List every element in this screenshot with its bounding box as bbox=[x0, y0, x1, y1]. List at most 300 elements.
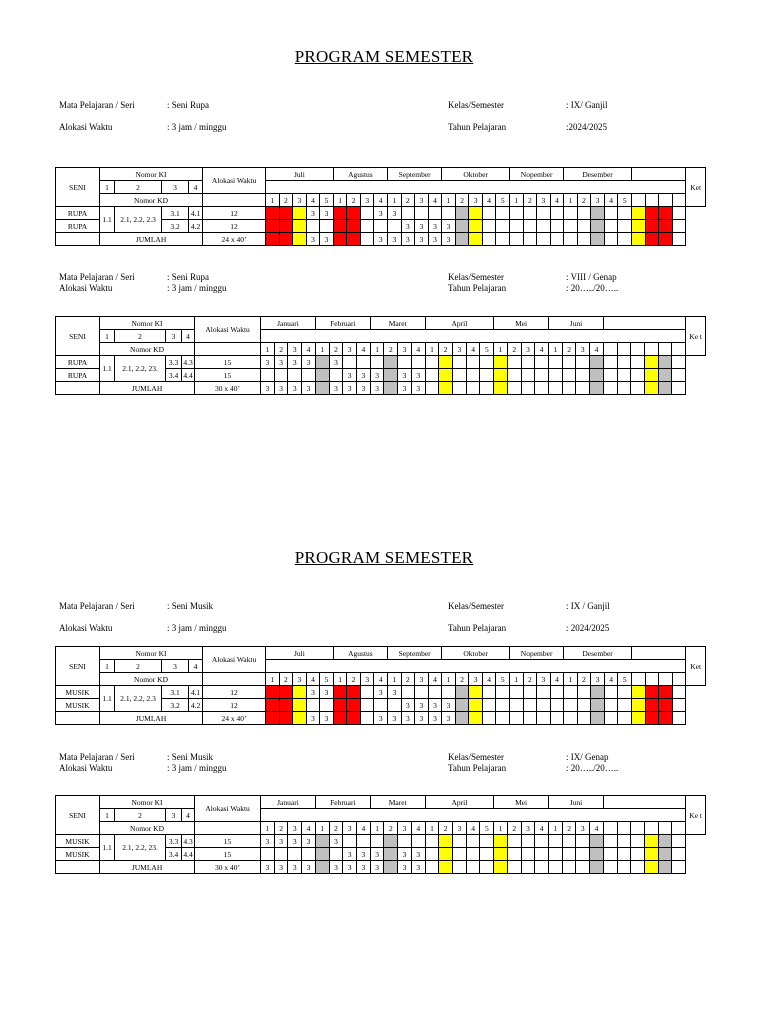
week-cell bbox=[535, 835, 549, 848]
week-number: 1 bbox=[388, 194, 402, 207]
week-number: 5 bbox=[496, 673, 510, 686]
week-cell bbox=[603, 861, 617, 874]
week-cell bbox=[550, 220, 564, 233]
ki-number: 2 bbox=[115, 330, 166, 343]
kd3-cell: 3.3 bbox=[166, 835, 182, 848]
week-number: 1 bbox=[370, 343, 384, 356]
week-cell bbox=[604, 233, 618, 246]
week-number: 4 bbox=[357, 343, 371, 356]
seni-cell: RUPA bbox=[56, 356, 100, 369]
total-alokasi: 30 x 40’ bbox=[195, 382, 261, 395]
total-blank bbox=[56, 382, 100, 395]
week-number: 5 bbox=[320, 194, 334, 207]
week-cell bbox=[288, 369, 302, 382]
total-alokasi: 30 x 40’ bbox=[195, 861, 261, 874]
week-number: 3 bbox=[537, 194, 551, 207]
week-cell bbox=[279, 233, 293, 246]
week-cell bbox=[388, 699, 402, 712]
total-label: JUMLAH bbox=[100, 861, 195, 874]
week-cell bbox=[507, 356, 521, 369]
total-blank bbox=[56, 712, 100, 725]
subject-label: Mata Pelajaran / Seri bbox=[59, 272, 135, 282]
week-cell bbox=[658, 356, 672, 369]
week-cell bbox=[279, 686, 293, 699]
week-cell bbox=[618, 220, 632, 233]
week-number: 4 bbox=[590, 343, 604, 356]
week-cell bbox=[279, 712, 293, 725]
week-cell bbox=[293, 686, 307, 699]
week-cell bbox=[576, 356, 590, 369]
week-cell: 3 bbox=[370, 382, 384, 395]
week-cell bbox=[370, 356, 384, 369]
week-cell bbox=[672, 861, 686, 874]
week-number bbox=[645, 194, 659, 207]
month-header: Februari bbox=[315, 317, 370, 330]
week-cell bbox=[360, 220, 374, 233]
week-cell bbox=[590, 861, 604, 874]
week-cell bbox=[645, 233, 659, 246]
week-cell bbox=[644, 382, 658, 395]
week-number: 2 bbox=[329, 822, 343, 835]
week-cell: 3 bbox=[388, 686, 402, 699]
month-header: Mei bbox=[494, 796, 549, 809]
month-header: September bbox=[388, 168, 442, 181]
week-cell: 3 bbox=[388, 207, 402, 220]
alokasi-cell: 15 bbox=[195, 835, 261, 848]
week-cell bbox=[590, 848, 604, 861]
class-semester-value: : IX / Ganjil bbox=[566, 601, 610, 611]
week-number: 3 bbox=[398, 822, 412, 835]
week-cell bbox=[315, 848, 329, 861]
week-number: 2 bbox=[384, 822, 398, 835]
week-cell bbox=[523, 220, 537, 233]
month-header: Juli bbox=[266, 168, 334, 181]
week-number: 4 bbox=[466, 822, 480, 835]
week-cell bbox=[591, 686, 605, 699]
month-header-spare bbox=[631, 647, 685, 660]
week-cell bbox=[576, 848, 590, 861]
week-number bbox=[658, 822, 672, 835]
week-cell bbox=[576, 369, 590, 382]
week-cell bbox=[347, 233, 361, 246]
class-semester-value: : IX/ Genap bbox=[566, 752, 609, 762]
week-cell bbox=[469, 220, 483, 233]
week-cell bbox=[347, 686, 361, 699]
kd3-cell: 3.1 bbox=[162, 207, 189, 220]
class-semester-value: : VIII / Genap bbox=[566, 272, 617, 282]
week-cell: 3 bbox=[320, 712, 334, 725]
week-cell bbox=[320, 220, 334, 233]
week-cell bbox=[618, 207, 632, 220]
week-cell bbox=[549, 382, 563, 395]
week-cell: 3 bbox=[415, 712, 429, 725]
week-cell: 3 bbox=[357, 861, 371, 874]
time-allocation-label: Alokasi Waktu bbox=[59, 122, 113, 132]
week-cell bbox=[659, 233, 673, 246]
week-cell bbox=[480, 848, 494, 861]
week-cell bbox=[549, 835, 563, 848]
kd4-cell: 4.4 bbox=[183, 849, 193, 859]
week-cell bbox=[333, 712, 347, 725]
week-cell bbox=[494, 848, 508, 861]
alokasi-cell: 12 bbox=[203, 220, 266, 233]
week-cell bbox=[658, 369, 672, 382]
school-year-value: : 20…../20….. bbox=[566, 763, 619, 773]
week-cell bbox=[590, 382, 604, 395]
week-cell bbox=[535, 382, 549, 395]
week-cell bbox=[521, 369, 535, 382]
kd2-cell: 2.1, 2.2, 2.3 bbox=[115, 686, 162, 712]
week-cell: 3 bbox=[415, 699, 429, 712]
month-header: Nopember bbox=[510, 168, 564, 181]
week-cell bbox=[618, 712, 632, 725]
week-cell bbox=[494, 382, 508, 395]
week-cell: 3 bbox=[288, 835, 302, 848]
week-cell bbox=[604, 699, 618, 712]
seni-header: SENI bbox=[56, 796, 100, 835]
week-cell bbox=[523, 699, 537, 712]
week-cell bbox=[591, 233, 605, 246]
week-cell bbox=[469, 699, 483, 712]
week-number: 3 bbox=[521, 343, 535, 356]
week-number: 1 bbox=[549, 822, 563, 835]
week-cell bbox=[672, 699, 686, 712]
week-number: 3 bbox=[343, 822, 357, 835]
week-cell bbox=[631, 369, 645, 382]
week-cell bbox=[564, 712, 578, 725]
month-header: April bbox=[425, 317, 494, 330]
alokasi-header: Alokasi Waktu bbox=[203, 168, 266, 194]
week-number bbox=[603, 343, 617, 356]
week-cell: 3 bbox=[428, 699, 442, 712]
week-cell bbox=[550, 207, 564, 220]
alokasi-cell: 15 bbox=[195, 369, 261, 382]
week-cell bbox=[425, 369, 439, 382]
week-cell bbox=[562, 369, 576, 382]
week-cell bbox=[644, 369, 658, 382]
week-number: 3 bbox=[591, 673, 605, 686]
week-cell bbox=[672, 356, 686, 369]
week-cell bbox=[333, 220, 347, 233]
week-number: 2 bbox=[523, 194, 537, 207]
week-number: 2 bbox=[562, 822, 576, 835]
week-cell bbox=[618, 233, 632, 246]
time-allocation-value: : 3 jam / minggu bbox=[167, 763, 227, 773]
week-number: 2 bbox=[401, 673, 415, 686]
week-cell bbox=[288, 848, 302, 861]
week-cell bbox=[455, 712, 469, 725]
week-cell bbox=[659, 699, 673, 712]
week-cell: 3 bbox=[398, 369, 412, 382]
month-header: September bbox=[388, 647, 442, 660]
week-cell: 3 bbox=[329, 356, 343, 369]
week-cell bbox=[333, 233, 347, 246]
week-cell bbox=[644, 848, 658, 861]
month-header: Juni bbox=[549, 317, 604, 330]
week-cell: 3 bbox=[411, 861, 425, 874]
schedule-table bbox=[55, 646, 706, 725]
week-cell: 3 bbox=[274, 861, 288, 874]
week-cell bbox=[507, 848, 521, 861]
week-cell bbox=[261, 369, 275, 382]
week-cell bbox=[576, 861, 590, 874]
ki-number: 3 bbox=[162, 660, 189, 673]
week-cell: 3 bbox=[274, 356, 288, 369]
week-cell: 3 bbox=[388, 233, 402, 246]
week-cell bbox=[537, 712, 551, 725]
week-cell bbox=[453, 369, 467, 382]
week-number: 4 bbox=[306, 194, 320, 207]
week-number: 1 bbox=[564, 673, 578, 686]
week-cell bbox=[659, 207, 673, 220]
month-header-spare bbox=[631, 168, 685, 181]
week-cell: 3 bbox=[343, 861, 357, 874]
ket-header: Ket bbox=[686, 168, 706, 207]
week-cell bbox=[266, 699, 280, 712]
kd4-cell: 4.1 bbox=[189, 686, 203, 699]
month-header: April bbox=[425, 796, 494, 809]
week-cell: 3 bbox=[302, 382, 316, 395]
total-label: JUMLAH bbox=[100, 712, 203, 725]
week-cell bbox=[603, 369, 617, 382]
total-blank bbox=[56, 861, 100, 874]
week-cell bbox=[442, 686, 456, 699]
week-cell bbox=[306, 220, 320, 233]
kd-header: Nomor KD bbox=[100, 343, 195, 356]
alokasi-blank bbox=[195, 343, 261, 356]
week-number: 3 bbox=[521, 822, 535, 835]
week-number: 4 bbox=[357, 822, 371, 835]
week-cell bbox=[398, 835, 412, 848]
week-cell bbox=[591, 220, 605, 233]
week-cell bbox=[315, 835, 329, 848]
week-cell: 3 bbox=[370, 369, 384, 382]
week-cell bbox=[631, 835, 645, 848]
week-number bbox=[672, 343, 686, 356]
week-cell: 3 bbox=[374, 207, 388, 220]
school-year-value: : 2024/2025 bbox=[566, 623, 610, 633]
month-header: Desember bbox=[564, 647, 632, 660]
week-number: 5 bbox=[480, 343, 494, 356]
alokasi-header: Alokasi Waktu bbox=[195, 317, 261, 343]
week-number: 1 bbox=[549, 343, 563, 356]
week-cell bbox=[617, 369, 631, 382]
month-header: Mei bbox=[494, 317, 549, 330]
week-number: 2 bbox=[274, 343, 288, 356]
week-cell bbox=[266, 686, 280, 699]
week-cell bbox=[428, 686, 442, 699]
class-semester-label: Kelas/Semester bbox=[448, 272, 504, 282]
week-number: 4 bbox=[466, 343, 480, 356]
week-cell bbox=[496, 699, 510, 712]
week-number bbox=[659, 673, 673, 686]
week-cell bbox=[617, 861, 631, 874]
week-cell bbox=[293, 233, 307, 246]
alokasi-blank bbox=[203, 673, 266, 686]
week-number: 5 bbox=[480, 822, 494, 835]
week-cell bbox=[617, 382, 631, 395]
week-cell: 3 bbox=[306, 233, 320, 246]
week-cell bbox=[659, 712, 673, 725]
alokasi-header: Alokasi Waktu bbox=[195, 796, 261, 822]
week-cell bbox=[274, 848, 288, 861]
week-cell bbox=[631, 712, 645, 725]
week-cell bbox=[374, 220, 388, 233]
week-cell: 3 bbox=[401, 712, 415, 725]
week-cell bbox=[549, 848, 563, 861]
week-number: 5 bbox=[618, 673, 632, 686]
week-cell bbox=[617, 835, 631, 848]
week-cell bbox=[357, 835, 371, 848]
week-cell bbox=[658, 835, 672, 848]
subject-value: : Seni Rupa bbox=[167, 100, 209, 110]
table-row bbox=[56, 207, 706, 220]
week-cell bbox=[496, 712, 510, 725]
week-cell bbox=[315, 861, 329, 874]
seni-cell: MUSIK bbox=[56, 686, 100, 699]
week-cell bbox=[384, 835, 398, 848]
week-cell bbox=[523, 233, 537, 246]
ket-header: Ket bbox=[686, 647, 706, 686]
week-cell: 3 bbox=[302, 356, 316, 369]
week-cell: 3 bbox=[329, 835, 343, 848]
week-cell: 3 bbox=[261, 382, 275, 395]
week-cell bbox=[455, 233, 469, 246]
week-cell bbox=[617, 848, 631, 861]
ki-number: 3 bbox=[166, 809, 182, 822]
week-cell: 3 bbox=[357, 848, 371, 861]
seni-cell: MUSIK bbox=[56, 835, 100, 848]
week-cell bbox=[480, 382, 494, 395]
week-number bbox=[631, 343, 645, 356]
kd4-cell: 4.4 bbox=[183, 370, 193, 380]
class-semester-value: : IX/ Ganjil bbox=[566, 100, 608, 110]
month-header: Juni bbox=[549, 796, 604, 809]
week-number: 1 bbox=[425, 822, 439, 835]
month-header: Juli bbox=[266, 647, 334, 660]
week-number: 3 bbox=[537, 673, 551, 686]
week-number: 2 bbox=[523, 673, 537, 686]
week-cell bbox=[425, 835, 439, 848]
ki-number: 3 bbox=[162, 181, 189, 194]
kd2-cell: 2.1, 2.2, 23. bbox=[115, 356, 166, 382]
week-cell bbox=[672, 712, 686, 725]
week-cell bbox=[564, 699, 578, 712]
week-cell bbox=[384, 356, 398, 369]
week-number: 1 bbox=[510, 194, 524, 207]
week-cell bbox=[562, 861, 576, 874]
week-number: 4 bbox=[302, 822, 316, 835]
week-cell bbox=[343, 835, 357, 848]
week-cell bbox=[266, 233, 280, 246]
alokasi-blank bbox=[203, 194, 266, 207]
school-year-value: : 20…../20….. bbox=[566, 283, 619, 293]
ki-header: Nomor KI bbox=[100, 796, 195, 809]
week-cell bbox=[631, 207, 645, 220]
month-header: Januari bbox=[261, 317, 316, 330]
week-number: 2 bbox=[329, 343, 343, 356]
time-allocation-label: Alokasi Waktu bbox=[59, 283, 113, 293]
week-cell bbox=[510, 699, 524, 712]
school-year-label: Tahun Pelajaran bbox=[448, 763, 507, 773]
subject-label: Mata Pelajaran / Seri bbox=[59, 601, 135, 611]
week-number: 3 bbox=[415, 673, 429, 686]
week-cell bbox=[604, 207, 618, 220]
week-cell bbox=[645, 220, 659, 233]
week-number: 3 bbox=[293, 194, 307, 207]
week-cell bbox=[274, 369, 288, 382]
week-number: 3 bbox=[576, 822, 590, 835]
page-title: PROGRAM SEMESTER bbox=[294, 548, 474, 567]
week-number: 1 bbox=[564, 194, 578, 207]
week-cell bbox=[564, 220, 578, 233]
week-cell bbox=[455, 220, 469, 233]
week-cell bbox=[549, 369, 563, 382]
week-number: 3 bbox=[293, 673, 307, 686]
week-cell bbox=[439, 369, 453, 382]
week-cell bbox=[523, 712, 537, 725]
week-number bbox=[658, 343, 672, 356]
week-cell bbox=[370, 835, 384, 848]
week-number: 2 bbox=[507, 343, 521, 356]
week-number: 2 bbox=[439, 343, 453, 356]
week-number: 2 bbox=[347, 194, 361, 207]
week-cell bbox=[535, 848, 549, 861]
week-cell bbox=[439, 356, 453, 369]
week-cell bbox=[455, 207, 469, 220]
week-cell: 3 bbox=[428, 712, 442, 725]
class-semester-label: Kelas/Semester bbox=[448, 100, 504, 110]
week-number: 4 bbox=[411, 822, 425, 835]
week-cell bbox=[645, 207, 659, 220]
week-cell bbox=[411, 356, 425, 369]
week-cell bbox=[415, 207, 429, 220]
week-number: 3 bbox=[360, 194, 374, 207]
week-number: 4 bbox=[306, 673, 320, 686]
week-cell bbox=[510, 220, 524, 233]
week-cell bbox=[266, 220, 280, 233]
week-cell: 3 bbox=[374, 686, 388, 699]
week-number: 1 bbox=[510, 673, 524, 686]
time-allocation-label: Alokasi Waktu bbox=[59, 763, 113, 773]
week-cell bbox=[523, 686, 537, 699]
week-cell bbox=[672, 233, 686, 246]
week-cell bbox=[293, 220, 307, 233]
week-cell bbox=[411, 835, 425, 848]
week-number: 2 bbox=[507, 822, 521, 835]
week-cell: 3 bbox=[357, 382, 371, 395]
seni-header: SENI bbox=[56, 647, 100, 686]
week-cell bbox=[482, 207, 496, 220]
subject-value: : Seni Musik bbox=[167, 601, 214, 611]
week-cell: 3 bbox=[398, 861, 412, 874]
week-cell bbox=[469, 207, 483, 220]
seni-header: SENI bbox=[56, 317, 100, 356]
alokasi-blank bbox=[195, 822, 261, 835]
ket-header: Ke t bbox=[686, 317, 706, 356]
week-cell bbox=[659, 686, 673, 699]
week-cell bbox=[384, 848, 398, 861]
kd-header: Nomor KD bbox=[100, 822, 195, 835]
week-cell bbox=[521, 861, 535, 874]
week-number: 1 bbox=[494, 343, 508, 356]
alokasi-cell: 12 bbox=[203, 699, 266, 712]
seni-cell: RUPA bbox=[56, 220, 100, 233]
week-number: 1 bbox=[261, 343, 275, 356]
week-number: 4 bbox=[604, 673, 618, 686]
week-cell bbox=[384, 369, 398, 382]
alokasi-cell: 15 bbox=[195, 848, 261, 861]
